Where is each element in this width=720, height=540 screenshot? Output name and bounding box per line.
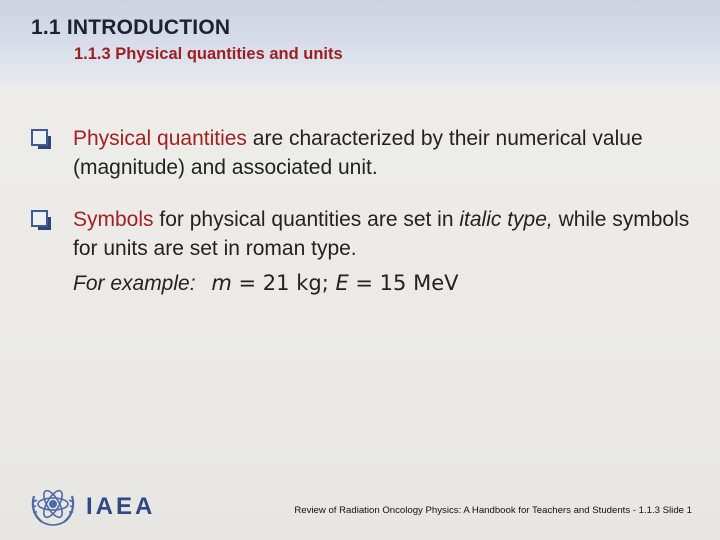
energy-value: = 15 MeV [348,271,459,295]
bullet-highlight: Physical quantities [73,127,247,150]
checkbox-bullet-icon [31,129,48,146]
checkbox-bullet-icon [31,210,48,227]
example-label: For example: [73,272,196,295]
example-formula [211,271,458,295]
bullet-italic-text: italic type, [459,208,553,231]
mass-value: = 21 kg; [231,271,336,295]
bullet-text: for physical quantities are set in [153,208,460,231]
example-line [73,269,703,298]
bullet-item-1 [73,124,703,182]
mass-symbol: m [211,271,232,295]
slide-header [0,0,720,84]
slide-title: 1.1 INTRODUCTION [31,16,231,39]
footer-citation: Review of Radiation Oncology Physics: A Handbook for Teachers and Students - 1.1.3 Slide 1 [294,505,692,516]
bullet-text: are characterized by their numerical value (magnitude) and associated unit. [73,127,643,179]
slide-subtitle: 1.1.3 Physical quantities and units [74,45,343,63]
bullet-text-continued: while symbols for units are set in roman type. [73,208,690,260]
iaea-emblem-icon [28,482,78,530]
bullet-item-2 [73,205,703,298]
bullet-highlight: Symbols [73,208,154,231]
iaea-logo-text: IAEA [86,493,156,520]
energy-symbol: E [335,271,349,295]
